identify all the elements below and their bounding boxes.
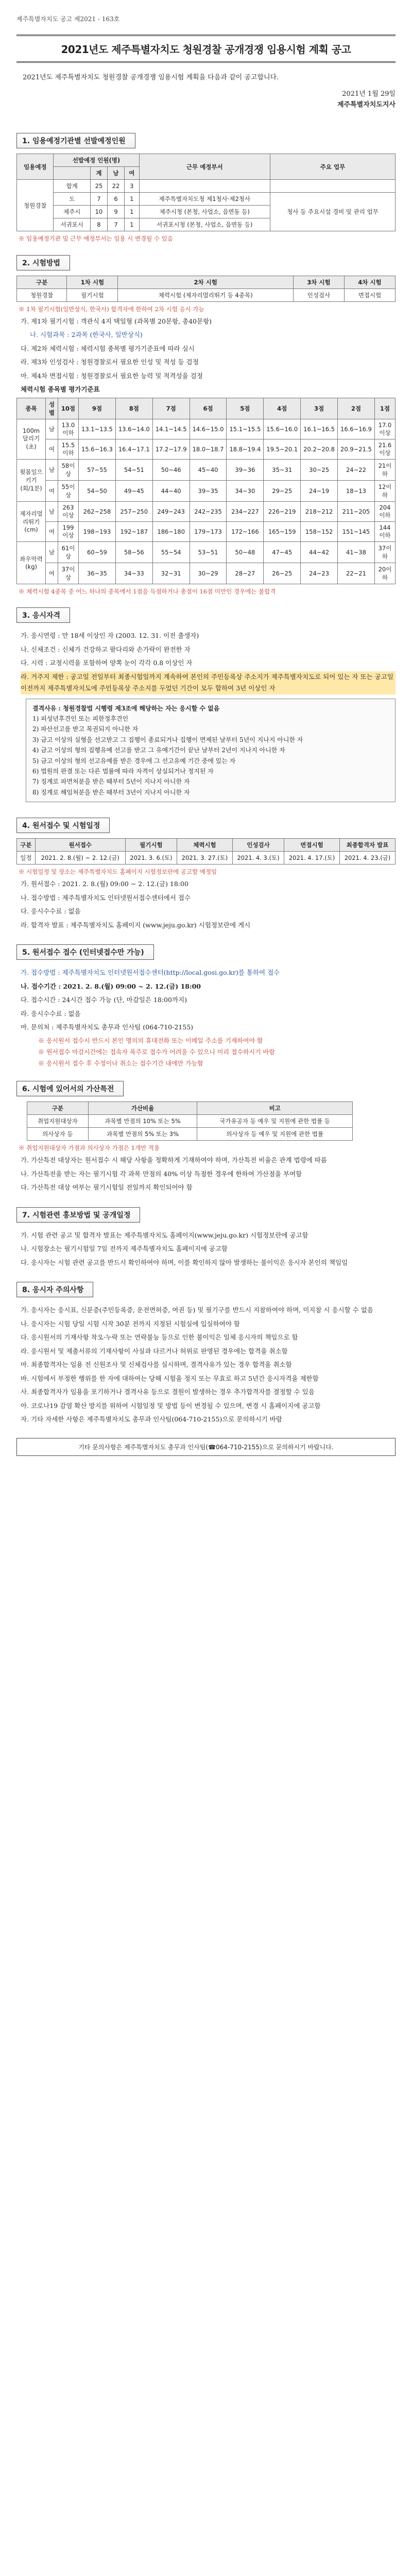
- table-cell: 1: [125, 193, 140, 206]
- table-cell: 37이상: [58, 563, 78, 584]
- table-header: 10점: [58, 398, 78, 419]
- table-row: [27, 1114, 353, 1127]
- table-cell: 39~35: [190, 480, 227, 501]
- schedule-table: [16, 838, 396, 865]
- table-cell: 55~54: [152, 541, 190, 563]
- table-cell: 면접시험: [344, 289, 395, 301]
- table-row: [17, 439, 396, 459]
- table-cell: 20.9~21.5: [338, 439, 375, 459]
- table3-note: ※ 체력시험 4종목 중 어느 하나의 종목에서 1점을 득점하거나 총점이 16점 미만인 경우에는 불합격: [19, 587, 276, 595]
- table-cell: 1: [125, 218, 140, 231]
- table-cell: 57~55: [79, 459, 116, 480]
- table-header: 체력시험: [177, 839, 232, 852]
- table-cell: 26~25: [264, 563, 301, 584]
- table1-header-count: 선발예정 인원(명): [54, 154, 139, 167]
- table-cell: 6: [107, 193, 124, 206]
- table-cell: 226~219: [264, 501, 301, 521]
- s8-para: 아. 코로나19 감염 확산 방지를 위하여 시험일정 및 방법 등이 변경될 수 있으며, 변경 시 홈페이지에 공고함: [21, 1401, 321, 1410]
- table-cell: 50~46: [152, 459, 190, 480]
- table-header: 필기시험: [125, 839, 177, 852]
- table-cell: 합계: [54, 180, 90, 193]
- table-cell: 서귀포시청 (본청, 사업소, 읍면동 등): [139, 218, 270, 231]
- s6-para: 나. 가산특전을 받는 자는 필기시험 각 과목 만점의 40% 이상 득점한 경우에 한하여 가산점을 부여함: [21, 1170, 302, 1178]
- table-cell: 3: [125, 180, 140, 193]
- table-cell: 윗몸일으키기(회/1분): [17, 459, 46, 501]
- table-cell: [270, 180, 396, 193]
- table-cell: 36~35: [79, 563, 116, 584]
- table1-subheader-total: 계: [90, 167, 107, 180]
- dateline: [16, 89, 396, 111]
- list-item: 2) 파산선고를 받고 복권되지 아니한 자: [32, 725, 139, 733]
- table-cell: 과목별 만점의 10% 또는 5%: [88, 1114, 197, 1127]
- table1-subheader-female: 여: [125, 167, 140, 180]
- table-cell: 158~152: [301, 521, 338, 541]
- table-cell: 30~29: [190, 563, 227, 584]
- table-cell: 234~227: [227, 501, 264, 521]
- table-header: 인성검사: [232, 839, 284, 852]
- table-cell: 15.6~16.3: [79, 439, 116, 459]
- table-cell: 54~50: [79, 480, 116, 501]
- section-5-heading: 5. 원서접수 접수 (인터넷접수만 가능): [16, 944, 154, 960]
- table-cell: 7: [90, 193, 107, 206]
- table-row: [17, 480, 396, 501]
- table-header: 7점: [152, 398, 190, 419]
- table-cell: 55이상: [58, 480, 78, 501]
- table-header: 9점: [79, 398, 116, 419]
- table-cell: 2021. 4. 17.(토): [284, 852, 340, 865]
- list-item: 6) 법원의 판결 또는 다른 법률에 따라 자격이 상실되거나 정지된 자: [32, 767, 214, 775]
- table-cell: 50~48: [227, 541, 264, 563]
- s5-para: 마. 문의처 : 제주특별자치도 총무과 인사팀 (064-710-2155): [21, 1023, 194, 1031]
- table-cell: 과목별 만점의 5% 또는 3%: [88, 1127, 197, 1140]
- table-cell: 여: [46, 439, 58, 459]
- table-row: [17, 419, 396, 439]
- table1-header-duty: 주요 업무: [270, 154, 396, 180]
- table-cell: 여: [46, 480, 58, 501]
- table-header: 1차 시험: [67, 276, 118, 289]
- table-cell: 41~38: [338, 541, 375, 563]
- table-cell: 60~59: [79, 541, 116, 563]
- table-cell: 2021. 3. 27.(토): [177, 852, 232, 865]
- table-cell: 34~30: [227, 480, 264, 501]
- table-cell: 1: [125, 206, 140, 218]
- table-cell: 17.2~17.9: [152, 439, 190, 459]
- document-title: 2021년도 제주특별자치도 청원경찰 공개경쟁 임용시험 계획 공고: [16, 35, 396, 63]
- table-cell: 13.0이하: [58, 419, 78, 439]
- table-cell: 19.5~20.1: [264, 439, 301, 459]
- s8-para: 라. 응시원서 및 제출서류의 기재사항이 사실과 다르거나 허위로 판명된 경우에는 합격을 취소함: [21, 1347, 288, 1355]
- table-cell: 34~33: [115, 563, 152, 584]
- table-cell: 263이상: [58, 501, 78, 521]
- s4-para: 다. 응시수수료 : 없음: [21, 907, 81, 916]
- table-cell: 13.6~14.0: [115, 419, 152, 439]
- recruitment-table: [16, 154, 396, 231]
- table-cell: 18.8~19.4: [227, 439, 264, 459]
- table-header: 가산비율: [88, 1101, 197, 1114]
- table-header: 5점: [227, 398, 264, 419]
- table-cell: 13.1~13.5: [79, 419, 116, 439]
- table-header: 최종합격자 발표: [339, 839, 395, 852]
- list-item: 8) 징계로 해임처분을 받은 때부터 3년이 지나지 아니한 자: [32, 788, 190, 796]
- table-header: 8점: [115, 398, 152, 419]
- table-header: 구분: [17, 276, 67, 289]
- table-cell: 179~173: [190, 521, 227, 541]
- list-item: 5) 금고 이상의 형의 선고유예를 받은 경우에 그 선고유예 기간 중에 있는 자: [32, 757, 236, 765]
- table-cell: 30~25: [301, 459, 338, 480]
- s4-para: 라. 합격자 발표 : 제주특별자치도 홈페이지 (www.jeju.go.kr) 시험정보란에 게시: [21, 921, 251, 929]
- table-header: 4차 시험: [344, 276, 395, 289]
- table4-note: ※ 시험일정 및 장소는 제주특별자치도 홈페이지 시험정보란에 공고할 예정임: [19, 868, 217, 876]
- intro-text: 2021년도 제주특별자치도 청원경찰 공개경쟁 임용시험 계획을 다음과 같이 공고합니다.: [23, 74, 279, 81]
- s8-para: 바. 시험에서 부정한 행위를 한 자에 대하여는 당해 시험을 정지 또는 무효로 하고 5년간 응시자격을 제한함: [21, 1374, 319, 1382]
- table-header: 2점: [338, 398, 375, 419]
- table-header: 비고: [197, 1101, 353, 1114]
- table-cell: 257~250: [115, 501, 152, 521]
- table-cell: 22: [107, 180, 124, 193]
- table-cell: 17.0이상: [374, 419, 395, 439]
- table-cell: 32~31: [152, 563, 190, 584]
- table-cell: 37이하: [374, 541, 395, 563]
- table-header: 3점: [301, 398, 338, 419]
- s5-para: 라. 응시수수료 : 없음: [21, 1009, 81, 1018]
- table-cell: 49~45: [115, 480, 152, 501]
- s5-para: 다. 접수시간 : 24시간 접수 가능 (단, 마감일은 18:00까지): [21, 996, 187, 1004]
- table-cell: 16.4~17.1: [115, 439, 152, 459]
- s7-para: 나. 시험장소는 필기시험일 7일 전까지 제주특별자치도 홈페이지에 공고함: [21, 1245, 228, 1253]
- table-cell: 10: [90, 206, 107, 218]
- contact-footer: 기타 문의사항은 제주특별자치도 총무과 인사팀(☎064-710-2155)으로 문의하시기 바랍니다.: [16, 1438, 396, 1456]
- table-cell: 제주특별자치도청 제1청사·제2청사: [139, 193, 270, 206]
- s3-para: 라. 거주지 제한 : 공고일 전일부터 최종시험일까지 계속하여 본인의 주민등록상 주소지가 제주특별자치도로 되어 있는 자 또는 공고일 이전까지 제주특별자치도에 주민등록상 주소지를 두었던 기간이 모두 합하여 3년 이상인 자: [21, 671, 396, 694]
- table-row: [17, 289, 396, 301]
- s2-para: 마. 제4차 면접시험 : 청원경찰로서 필요한 능력 및 적격성을 검정: [21, 371, 203, 380]
- table-header: 구분: [17, 839, 36, 852]
- table-header: 원서접수: [35, 839, 125, 852]
- table-cell: 186~180: [152, 521, 190, 541]
- table-header: 성별: [46, 398, 58, 419]
- fitness-table-title: 체력시험 종목별 평가기준표: [21, 385, 100, 394]
- table-cell: 39~36: [227, 459, 264, 480]
- table-header: 6점: [190, 398, 227, 419]
- table-cell: 제주시청 (본청, 사업소, 읍면동 등): [139, 206, 270, 218]
- announcement-number: 제주특별자치도 공고 제2021 - 163호: [16, 15, 120, 23]
- s2-para: 나. 시험과목 : 2과목 (한국사, 일반상식): [30, 331, 143, 339]
- table-cell: 21.6이상: [374, 439, 395, 459]
- table-cell: 24~19: [301, 480, 338, 501]
- table-cell: 218~212: [301, 501, 338, 521]
- table-cell: 45~40: [190, 459, 227, 480]
- s5-note: ※ 원서접수 마감시간에는 접속자 폭주로 접수가 어려울 수 있으니 미리 접수하시기 바람: [38, 1048, 275, 1056]
- table-cell: 172~166: [227, 521, 264, 541]
- table-cell: 199이상: [58, 521, 78, 541]
- s8-para: 나. 응시자는 시험 당일 시험 시작 30분 전까지 지정된 시험실에 입실하여야 함: [21, 1319, 240, 1328]
- table-header: 1점: [374, 398, 395, 419]
- table-cell: 청원경찰: [17, 289, 67, 301]
- table-cell: 2021. 4. 23.(금): [339, 852, 395, 865]
- table1-note: ※ 임용예정기관 및 근무 예정부서는 임용 시 변경될 수 있음: [19, 235, 173, 243]
- table-header: 4점: [264, 398, 301, 419]
- table1-header-dept: 근무 예정부서: [139, 154, 270, 180]
- table-cell: 남: [46, 541, 58, 563]
- table-cell: 249~243: [152, 501, 190, 521]
- table-cell: 262~258: [79, 501, 116, 521]
- s7-para: 가. 시험 관련 공고 및 합격자 발표는 제주특별자치도 홈페이지(www.jeju.go.kr) 시험정보란에 공고함: [21, 1231, 308, 1239]
- section-6-heading: 6. 시험에 있어서의 가산특전: [16, 1081, 124, 1096]
- table-cell: 24~22: [338, 459, 375, 480]
- table-row: [27, 1127, 353, 1140]
- s8-para: 다. 응시원서의 기재사항 착오·누락 또는 연락불능 등으로 인한 불이익은 일체 응시자의 책임으로 함: [21, 1333, 298, 1342]
- exam-method-table: [16, 276, 396, 302]
- table-cell: 242~235: [190, 501, 227, 521]
- s5-para: 가. 접수방법 : 제주특별자치도 인터넷원서접수센터(http://local.gosi.go.kr)를 통하여 접수: [21, 969, 280, 977]
- table1-header-agency: 임용예정: [17, 154, 54, 180]
- table-cell: 국가유공자 등 예우 및 지원에 관한 법률 등: [197, 1114, 353, 1127]
- table-cell: 22~21: [338, 563, 375, 584]
- table-cell: 9: [107, 206, 124, 218]
- s3-para: 나. 신체조건 : 신체가 건강하고 팔다리와 손가락이 완전한 자: [21, 645, 191, 653]
- table1-subheader-blank: [54, 167, 90, 180]
- s7-para: 다. 응시자는 시험 관련 공고를 반드시 확인하여야 하며, 이를 확인하지 않아 발생하는 불이익은 응시자 본인의 책임임: [21, 1258, 348, 1266]
- table-cell: 198~193: [79, 521, 116, 541]
- s2-para: 다. 제2차 체력시험 : 체력시험 종목별 평가기준표에 따라 실시: [21, 344, 195, 352]
- list-item: 1) 피성년후견인 또는 피한정후견인: [32, 715, 129, 722]
- table-row: [17, 563, 396, 584]
- s8-para: 사. 최종합격자가 임용을 포기하거나 결격사유 등으로 결원이 발생하는 경우 추가합격자를 결정할 수 있음: [21, 1388, 315, 1396]
- table-row: [17, 541, 396, 563]
- table-cell: 192~187: [115, 521, 152, 541]
- table-cell: 47~45: [264, 541, 301, 563]
- table-cell: 53~51: [190, 541, 227, 563]
- table-cell: 12이하: [374, 480, 395, 501]
- table-row: [17, 852, 396, 865]
- s8-para: 자. 기타 자세한 사항은 제주특별자치도 총무과 인사팀(064-710-2155)으로 문의하시기 바람: [21, 1415, 282, 1423]
- table-cell: 14.1~14.5: [152, 419, 190, 439]
- announcement-date: 2021년 1월 29일: [342, 90, 396, 98]
- table-cell: 7: [107, 218, 124, 231]
- s2-para: 가. 제1차 필기시험 : 객관식 4지 택일형 (과목별 20문항, 총40문항): [21, 317, 212, 325]
- table-cell: 필기시험: [67, 289, 118, 301]
- table-cell: 29~25: [264, 480, 301, 501]
- table-header: 면접시험: [284, 839, 340, 852]
- table-cell: 남: [46, 459, 58, 480]
- table-cell: 체력시험 (제자리멀리뛰기 등 4종목): [118, 289, 294, 301]
- table-cell: 8: [90, 218, 107, 231]
- table-cell: 15.6~16.0: [264, 419, 301, 439]
- table-cell: 인성검사: [293, 289, 344, 301]
- issuer-name: 제주특별자치도지사: [337, 100, 396, 109]
- table-cell: 58이상: [58, 459, 78, 480]
- section-7-heading: 7. 시험관련 홍보방법 및 공개일정: [16, 1207, 140, 1223]
- table-cell: 58~56: [115, 541, 152, 563]
- table-cell: 14.6~15.0: [190, 419, 227, 439]
- table-cell: 165~159: [264, 521, 301, 541]
- table-cell: 24~23: [301, 563, 338, 584]
- table-cell: 35~31: [264, 459, 301, 480]
- table1-subheader-male: 남: [107, 167, 124, 180]
- ineligibility-box: [26, 699, 396, 803]
- table-cell: 211~205: [338, 501, 375, 521]
- table-cell: 20.2~20.8: [301, 439, 338, 459]
- table-cell: 제자리멀리뛰기(cm): [17, 501, 46, 541]
- table-cell: 2021. 2. 8.(월) ~ 2. 12.(금): [35, 852, 125, 865]
- fitness-table: [16, 398, 396, 584]
- table-cell: 151~145: [338, 521, 375, 541]
- table2-note: ※ 1차 필기시험(일반상식, 한국사) 합격자에 한하여 2차 시험 응시 가능: [19, 305, 204, 313]
- table-row: [17, 180, 396, 193]
- table-cell: 144이하: [374, 521, 395, 541]
- s3-para: 다. 시력 : 교정시력을 포함하여 양쪽 눈이 각각 0.8 이상인 자: [21, 659, 193, 667]
- section-3-heading: 3. 응시자격: [16, 607, 70, 623]
- section-1-heading: 1. 임용예정기관별 선발예정인원: [16, 133, 135, 148]
- s5-note: ※ 응시원서 접수 후 수정이나 취소는 접수기간 내에만 가능함: [38, 1059, 203, 1067]
- table-row: [17, 193, 396, 206]
- s4-para: 가. 원서접수 : 2021. 2. 8.(월) 09:00 ~ 2. 12.(금) 18:00: [21, 880, 188, 888]
- table-row: [17, 521, 396, 541]
- table-cell: 청사 등 주요시설 경비 및 관리 업무: [270, 193, 396, 231]
- list-item: 7) 징계로 파면처분을 받은 때부터 5년이 지나지 아니한 자: [32, 778, 190, 786]
- table-header: 3차 시험: [293, 276, 344, 289]
- s3-para: 가. 응시연령 : 만 18세 이상인 자 (2003. 12. 31. 이전 출생자): [21, 632, 199, 640]
- section-8-heading: 8. 응시자 주의사항: [16, 1282, 93, 1297]
- table-cell: 204이하: [374, 501, 395, 521]
- table-cell: 여: [46, 521, 58, 541]
- table-cell: 28~27: [227, 563, 264, 584]
- table-cell: 16.1~16.5: [301, 419, 338, 439]
- table1-group-label: 청원경찰: [17, 180, 54, 231]
- table-cell: 일정: [17, 852, 36, 865]
- table-cell: 남: [46, 501, 58, 521]
- table-cell: 25: [90, 180, 107, 193]
- table-cell: 의사상자 등: [27, 1127, 89, 1140]
- table-cell: 15.5이하: [58, 439, 78, 459]
- list-item: 4) 금고 이상의 형의 집행유예 선고를 받고 그 유예기간이 끝난 날부터 2년이 지나지 아니한 자: [32, 747, 285, 754]
- table-cell: 좌우악력(kg): [17, 541, 46, 584]
- ineligibility-title: 결격사유 : 청원경찰법 시행령 제3조에 해당하는 자는 응시할 수 없음: [32, 704, 220, 712]
- list-item: 3) 금고 이상의 실형을 선고받고 그 집행이 종료되거나 집행이 면제된 날부터 5년이 지나지 아니한 자: [32, 736, 303, 743]
- table-cell: 21이하: [374, 459, 395, 480]
- table-cell: 44~40: [152, 480, 190, 501]
- s5-para: 나. 접수기간 : 2021. 2. 8.(월) 09:00 ~ 2. 12.(금) 18:00: [21, 982, 201, 990]
- s4-para: 나. 접수방법 : 제주특별자치도 인터넷원서접수센터에서 접수: [21, 893, 191, 902]
- table-cell: 남: [46, 419, 58, 439]
- table-cell: 2021. 3. 6.(토): [125, 852, 177, 865]
- table-cell: 도: [54, 193, 90, 206]
- table-cell: 61이상: [58, 541, 78, 563]
- table6-note: ※ 취업지원대상자 가점과 의사상자 가점은 1개만 적용: [19, 1144, 160, 1151]
- table-row: [17, 459, 396, 480]
- table-cell: 제주시: [54, 206, 90, 218]
- table-cell: 20이하: [374, 563, 395, 584]
- table-cell: 여: [46, 563, 58, 584]
- s6-para: 다. 가산특전 대상 여부는 필기시험일 전일까지 확인되어야 함: [21, 1183, 193, 1192]
- table-cell: 취업지원대상자: [27, 1114, 89, 1127]
- table-header: 구분: [27, 1101, 89, 1114]
- table-cell: 16.6~16.9: [338, 419, 375, 439]
- table-cell: 15.1~15.5: [227, 419, 264, 439]
- table-cell: 18.0~18.7: [190, 439, 227, 459]
- section-4-heading: 4. 원서접수 및 시험일정: [16, 818, 110, 833]
- s8-para: 가. 응시자는 응시표, 신분증(주민등록증, 운전면허증, 여권 등) 및 필기구를 반드시 지참하여야 하며, 미지참 시 응시할 수 없음: [21, 1306, 373, 1314]
- bonus-table: [27, 1101, 353, 1141]
- table-cell: 2021. 4. 3.(토): [232, 852, 284, 865]
- s5-note: ※ 응시원서 접수시 반드시 본인 명의의 휴대전화 또는 이메일 주소를 기재하여야 함: [38, 1037, 263, 1044]
- s6-para: 가. 가산특전 대상자는 원서접수 시 해당 사항을 정확하게 기재하여야 하며, 가산특전 비율은 관계 법령에 따름: [21, 1156, 327, 1164]
- table-cell: 18~13: [338, 480, 375, 501]
- table-cell: 의사상자 등 예우 및 지원에 관한 법률: [197, 1127, 353, 1140]
- table-cell: [139, 180, 270, 193]
- s2-para: 라. 제3차 인성검사 : 청원경찰로서 필요한 인성 및 적성 등 검정: [21, 358, 199, 366]
- table-header: 종목: [17, 398, 46, 419]
- table-cell: 54~51: [115, 459, 152, 480]
- s8-para: 마. 최종합격자는 임용 전 신원조사 및 신체검사를 실시하며, 결격사유가 있는 경우 합격을 취소함: [21, 1361, 292, 1369]
- table-cell: 100m 달리기(초): [17, 419, 46, 459]
- table-cell: 서귀포시: [54, 218, 90, 231]
- table-header: 2차 시험: [118, 276, 294, 289]
- table-cell: 44~42: [301, 541, 338, 563]
- section-2-heading: 2. 시험방법: [16, 255, 70, 270]
- table-row: [17, 501, 396, 521]
